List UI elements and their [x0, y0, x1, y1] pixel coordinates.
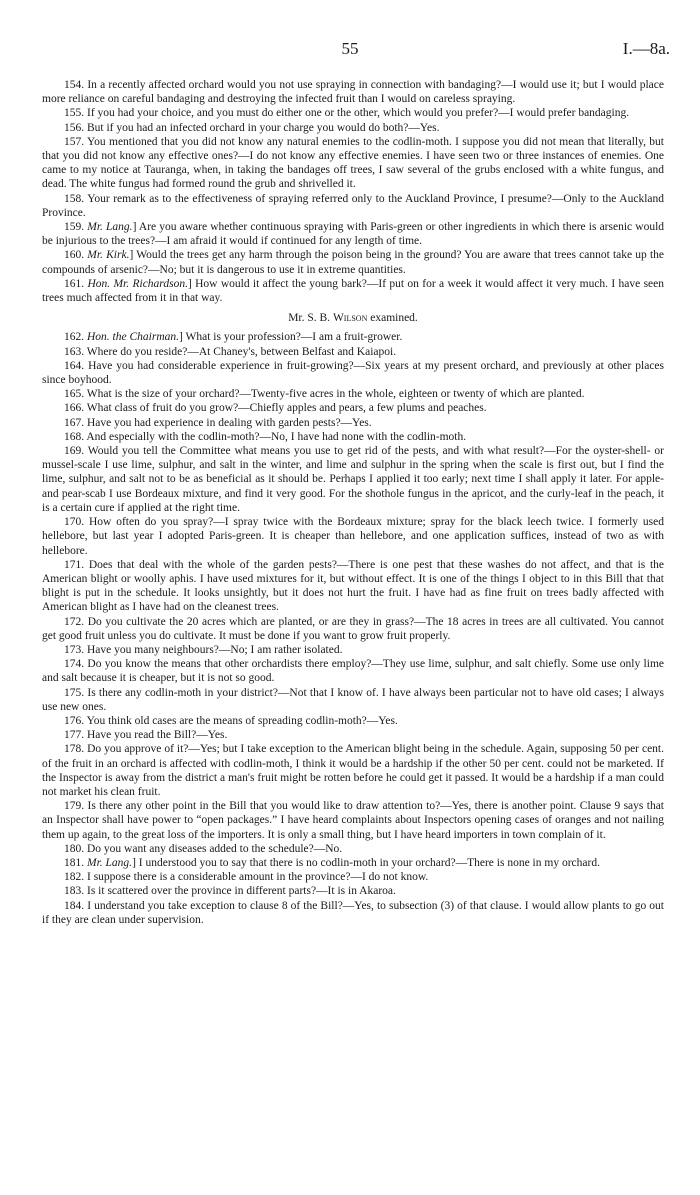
question-text: In a recently affected orchard would you not use spraying in connection with bandaging?—I would use it; but I would place more reliance on careful bandaging and destroying the infected fruit than I would on careless spraying.: [42, 79, 665, 106]
question-number: 167: [64, 416, 82, 429]
question-number: 172: [64, 615, 82, 628]
question-text: I understand you take exception to clause 8 of the Bill?—Yes, to subsection (3) of that clause. I would allow plants to go out if they are clean under supervision.: [42, 899, 664, 926]
question-text: Your remark as to the effectiveness of spraying referred only to the Auckland Province, I presume?—Only to the Auckland Province.: [42, 192, 664, 219]
question-text: You think old cases are the means of spreading codlin-moth?—Yes.: [86, 714, 398, 727]
question-182: 182. I suppose there is a considerable amount in the province?—I do not know.: [64, 871, 429, 884]
page-body: [42, 78, 664, 927]
question-167: 167. Have you had experience in dealing with garden pests?—Yes.: [64, 416, 372, 429]
question-text: What is the size of your orchard?—Twenty-five acres in the whole, eighteen or twenty of which are planted.: [86, 388, 585, 401]
page-header: [0, 38, 700, 60]
question-text: What class of fruit do you grow?—Chiefly apples and pears, a few plums and peaches.: [86, 402, 487, 415]
question-text: Do you approve of it?—Yes; but I take exception to the American blight being in the schedule. Again, supposing 50 per cent. of the fruit in an orchard is affected with codlin-moth, I think it would be a hardship if the other 50 per cent. could not be marketed. If the Inspector is away from the district a man's fruit might be rotten before he could get it passed. It would be a hardship if a man could not market his clean fruit.: [42, 743, 664, 798]
question-156: 156. But if you had an infected orchard in your charge you would do both?—Yes.: [64, 121, 440, 134]
question-number: 173: [64, 643, 82, 656]
question-155: 155. If you had your choice, and you must do either one or the other, which would you prefer?—I would prefer bandaging.: [64, 107, 630, 120]
question-text: Have you read the Bill?—Yes.: [87, 729, 228, 742]
question-number: 166: [64, 402, 82, 415]
question-179: 179. Is there any other point in the Bill that you would like to draw attention to?—Yes, there is another point. Clause 9 says that an Inspector shall have power to “open packages.” I have heard complaints about Inspectors opening cases of oranges and not nailing them up again, to the great loss of the importers. It is only a small thing, but I have heard importers in town complain of it.: [42, 800, 665, 841]
question-162: 162. Hon. the Chairman.] What is your profession?—I am a fruit-grower.: [64, 331, 403, 344]
evidence-block-1: [42, 78, 664, 305]
question-181: 181. Mr. Lang.] I understood you to say that there is no codlin-moth in your orchard?—There is none in my orchard.: [64, 856, 600, 869]
question-170: 170. How often do you spray?—I spray twice with the Bordeaux mixture; spray for the black leech twice. I formerly used hellebore, but last year I adopted Paris-green. It is cheaper than hellebore, and one application suffices, instead of two as with hellebore.: [42, 516, 665, 557]
question-number: 160: [64, 249, 82, 262]
question-text: Is there any codlin-moth in your district?—Not that I know of. I have always been particular not to have old cases; I always use new ones.: [42, 686, 664, 713]
question-number: 156: [64, 121, 82, 134]
question-number: 170: [64, 516, 82, 529]
question-number: 178: [64, 743, 82, 756]
question-text: Have you had considerable experience in fruit-growing?—Six years at my present orchard, and previously at other places since boyhood.: [42, 359, 665, 387]
question-text: Are you aware whether continuous spraying with Paris-green or other ingredients in which there is arsenic would be injurious to the trees?—I am afraid it would if continued for any length of time.: [42, 221, 665, 248]
question-176: 176. You think old cases are the means of spreading codlin-moth?—Yes.: [64, 714, 398, 727]
speaker: Hon. the Chairman.: [87, 331, 179, 344]
question-178: 178. Do you approve of it?—Yes; but I take exception to the American blight being in the schedule. Again, supposing 50 per cent. of the fruit in an orchard is affected with codlin-moth, I think it would be a hardship if the other 50 per cent. could not be marketed. If the Inspector is away from the district a man's fruit might be rotten before he could get it passed. It would be a hardship if a man could not market his clean fruit.: [42, 743, 664, 798]
question-171: 171. Does that deal with the whole of the garden pests?—There is one pest that these washes do not affect, and that is the American blight or woolly aphis. I have used mixtures for it, but without effect. It is one of the things I object to in this Bill that that blight is put in the schedule. It looks unsightly, but it does not hurt the fruit. I have had as fine fruit on trees badly affected with American blight as I have had on the cleanest trees.: [42, 558, 665, 614]
question-number: 159: [64, 221, 82, 234]
question-number: 177: [64, 729, 82, 742]
question-172: 172. Do you cultivate the 20 acres which are planted, or are they in grass?—The 18 acres in trees are all cultivated. You cannot get good fruit unless you do cultivate. It must be done if you want to grow fruit properly.: [42, 615, 664, 642]
question-text: What is your profession?—I am a fruit-grower.: [185, 331, 403, 344]
question-text: Where do you reside?—At Chaney's, between Belfast and Kaiapoi.: [86, 345, 397, 358]
question-text: How often do you spray?—I spray twice with the Bordeaux mixture; spray for the black leech twice. I formerly used hellebore, but last year I adopted Paris-green. It is cheaper than hellebore, and one application suffices, instead of two as with hellebore.: [42, 516, 665, 557]
witness-name: Wilson: [332, 312, 368, 325]
question-174: 174. Do you know the means that other orchardists there employ?—They use lime, sulphur, and salt chiefly. Some use only lime and salt because it is cheaper, but it is not so good.: [42, 658, 664, 685]
question-text: Do you know the means that other orchardists there employ?—They use lime, sulphur, and salt chiefly. Some use only lime and salt because it is cheaper, but it is not so good.: [42, 658, 664, 685]
question-180: 180. Do you want any diseases added to the schedule?—No.: [64, 842, 343, 855]
question-173: 173. Have you many neighbours?—No; I am rather isolated.: [64, 643, 343, 656]
question-154: 154. In a recently affected orchard would you not use spraying in connection with bandaging?—I would use it; but I would place more reliance on careful bandaging and destroying the infected fruit than I would on careless spraying.: [42, 79, 665, 106]
page-number: 55: [341, 39, 359, 58]
question-text: How would it affect the young bark?—If put on for a week it would affect it very much. I have seen trees much affected from it in that way.: [42, 277, 665, 305]
question-number: 169: [64, 445, 82, 458]
document-reference: I.—8a.: [622, 39, 670, 58]
question-165: 165. What is the size of your orchard?—Twenty-five acres in the whole, eighteen or twenty of which are planted.: [64, 388, 585, 401]
question-number: 164: [64, 359, 82, 372]
question-text: Is it scattered over the province in different parts?—It is in Akaroa.: [87, 885, 396, 898]
question-text: I understood you to say that there is no codlin-moth in your orchard?—There is none in my orchard.: [138, 856, 600, 869]
question-text: Have you had experience in dealing with garden pests?—Yes.: [87, 416, 372, 429]
question-number: 157: [64, 135, 82, 148]
question-number: 171: [64, 558, 82, 571]
question-number: 165: [64, 388, 82, 401]
question-number: 162: [64, 331, 82, 344]
question-number: 158: [64, 192, 82, 205]
question-168: 168. And especially with the codlin-moth?—No, I have had none with the codlin-moth.: [64, 430, 467, 443]
question-number: 174: [64, 658, 82, 671]
question-number: 183: [64, 885, 82, 898]
question-163: 163. Where do you reside?—At Chaney's, between Belfast and Kaiapoi.: [64, 345, 397, 358]
question-158: 158. Your remark as to the effectiveness of spraying referred only to the Auckland Province, I presume?—Only to the Auckland Province.: [42, 192, 664, 219]
question-175: 175. Is there any codlin-moth in your district?—Not that I know of. I have always been particular not to have old cases; I always use new ones.: [42, 686, 664, 713]
question-text: Is there any other point in the Bill that you would like to draw attention to?—Yes, there is another point. Clause 9 says that an Inspector shall have power to “open packages.” I have heard complaints about Inspectors opening cases of oranges and not nailing them up again, to the great loss of the importers. It is only a small thing, but I have heard importers in town complain of it.: [42, 800, 665, 841]
question-number: 180: [64, 842, 82, 855]
question-161: 161. Hon. Mr. Richardson.] How would it affect the young bark?—If put on for a week it would affect it very much. I have seen trees much affected from it in that way.: [42, 277, 665, 305]
question-text: And especially with the codlin-moth?—No, I have had none with the codlin-moth.: [86, 430, 467, 443]
question-text: If you had your choice, and you must do either one or the other, which would you prefer?—I would prefer bandaging.: [87, 107, 630, 120]
question-183: 183. Is it scattered over the province in different parts?—It is in Akaroa.: [64, 885, 396, 898]
speaker: Hon. Mr. Richardson.: [87, 277, 188, 290]
question-text: Would you tell the Committee what means you use to get rid of the pests, and with what result?—For the oyster-shell- or mussel-scale I use lime, sulphur, and salt in the winter, and lime and sulphur in the spring when the scale is first out, but I find the lime, sulphur, and salt not to be as beneficial as it should be. Perhaps I applied it too early; next time I shall apply it later. For apple- and pear-scab I use Bordeaux mixture, and find it very good. For the shothole fungus in the apricot, and the curly-leaf in the peach, it is a certain cure if applied at the right time.: [42, 445, 664, 514]
question-169: 169. Would you tell the Committee what means you use to get rid of the pests, and with what result?—For the oyster-shell- or mussel-scale I use lime, sulphur, and salt in the winter, and lime and sulphur in the spring when the scale is first out, but I find the lime, sulphur, and salt not to be as beneficial as it should be. Perhaps I applied it too early; next time I shall apply it later. For apple- and pear-scab I use Bordeaux mixture, and find it very good. For the shothole fungus in the apricot, and the curly-leaf in the peach, it is a certain cure if applied at the right time.: [42, 445, 664, 514]
question-text: Have you many neighbours?—No; I am rather isolated.: [87, 643, 343, 656]
question-157: 157. You mentioned that you did not know any natural enemies to the codlin-moth. I suppose you did not mean that literally, but that you did not know any effective ones?—I do not know any effective enemies. I have seen two or three instances of enemies. One came to my notice at Tauranga, when, in taking the bandages off trees, I saw several of the grubs enclosed with a white fungus, and dead. The white fungus had formed round the grub and shrivelled it.: [42, 135, 664, 191]
question-number: 176: [64, 714, 82, 727]
speaker: Mr. Kirk.: [87, 249, 130, 262]
speaker: Mr. Lang.: [87, 856, 133, 869]
question-number: 163: [64, 345, 82, 358]
question-166: 166. What class of fruit do you grow?—Chiefly apples and pears, a few plums and peaches.: [64, 402, 487, 415]
question-text: Do you cultivate the 20 acres which are planted, or are they in grass?—The 18 acres in trees are all cultivated. You cannot get good fruit unless you do cultivate. It must be done if you want to grow fruit properly.: [42, 615, 664, 642]
question-number: 161: [64, 277, 82, 290]
question-164: 164. Have you had considerable experience in fruit-growing?—Six years at my present orchard, and previously at other places since boyhood.: [42, 359, 665, 387]
question-number: 155: [64, 107, 82, 120]
question-number: 175: [64, 686, 82, 699]
section-heading: Mr. S. B. Wilson examined.: [288, 312, 418, 325]
question-text: But if you had an infected orchard in your charge you would do both?—Yes.: [87, 121, 440, 134]
question-text: Does that deal with the whole of the garden pests?—There is one pest that these washes do not affect, and that is the American blight or woolly aphis. I have used mixtures for it, but without effect. It is one of the things I object to in this Bill that that blight is put in the schedule. It looks unsightly, but it does not hurt the fruit. I have had as fine fruit on trees badly affected with American blight as I have had on the cleanest trees.: [42, 558, 665, 614]
evidence-block-2: [42, 330, 664, 927]
question-number: 179: [64, 800, 82, 813]
question-160: 160. Mr. Kirk.] Would the trees get any harm through the poison being in the ground? You are aware that trees cannot take up the compounds of arsenic?—No; but it is dangerous to use it in extreme quantities.: [42, 249, 664, 276]
question-number: 182: [64, 871, 82, 884]
question-177: 177. Have you read the Bill?—Yes.: [64, 729, 228, 742]
question-number: 168: [64, 430, 82, 443]
speaker: Mr. Lang.: [87, 221, 133, 234]
question-text: Would the trees get any harm through the poison being in the ground? You are aware that trees cannot take up the compounds of arsenic?—No; but it is dangerous to use it in extreme quantities.: [42, 249, 664, 276]
question-159: 159. Mr. Lang.] Are you aware whether continuous spraying with Paris-green or other ingredients in which there is arsenic would be injurious to the trees?—I am afraid it would if continued for any length of time.: [42, 221, 665, 248]
question-number: 184: [64, 899, 82, 912]
question-text: I suppose there is a considerable amount in the province?—I do not know.: [87, 871, 429, 884]
question-number: 154: [64, 79, 82, 91]
question-184: 184. I understand you take exception to clause 8 of the Bill?—Yes, to subsection (3) of that clause. I would allow plants to go out if they are clean under supervision.: [42, 899, 664, 926]
question-number: 181: [64, 856, 82, 869]
question-text: You mentioned that you did not know any natural enemies to the codlin-moth. I suppose you did not mean that literally, but that you did not know any effective ones?—I do not know any effective enemies. I have seen two or three instances of enemies. One came to my notice at Tauranga, when, in taking the bandages off trees, I saw several of the grubs enclosed with a white fungus, and dead. The white fungus had formed round the grub and shrivelled it.: [42, 135, 664, 191]
question-text: Do you want any diseases added to the schedule?—No.: [87, 842, 343, 855]
